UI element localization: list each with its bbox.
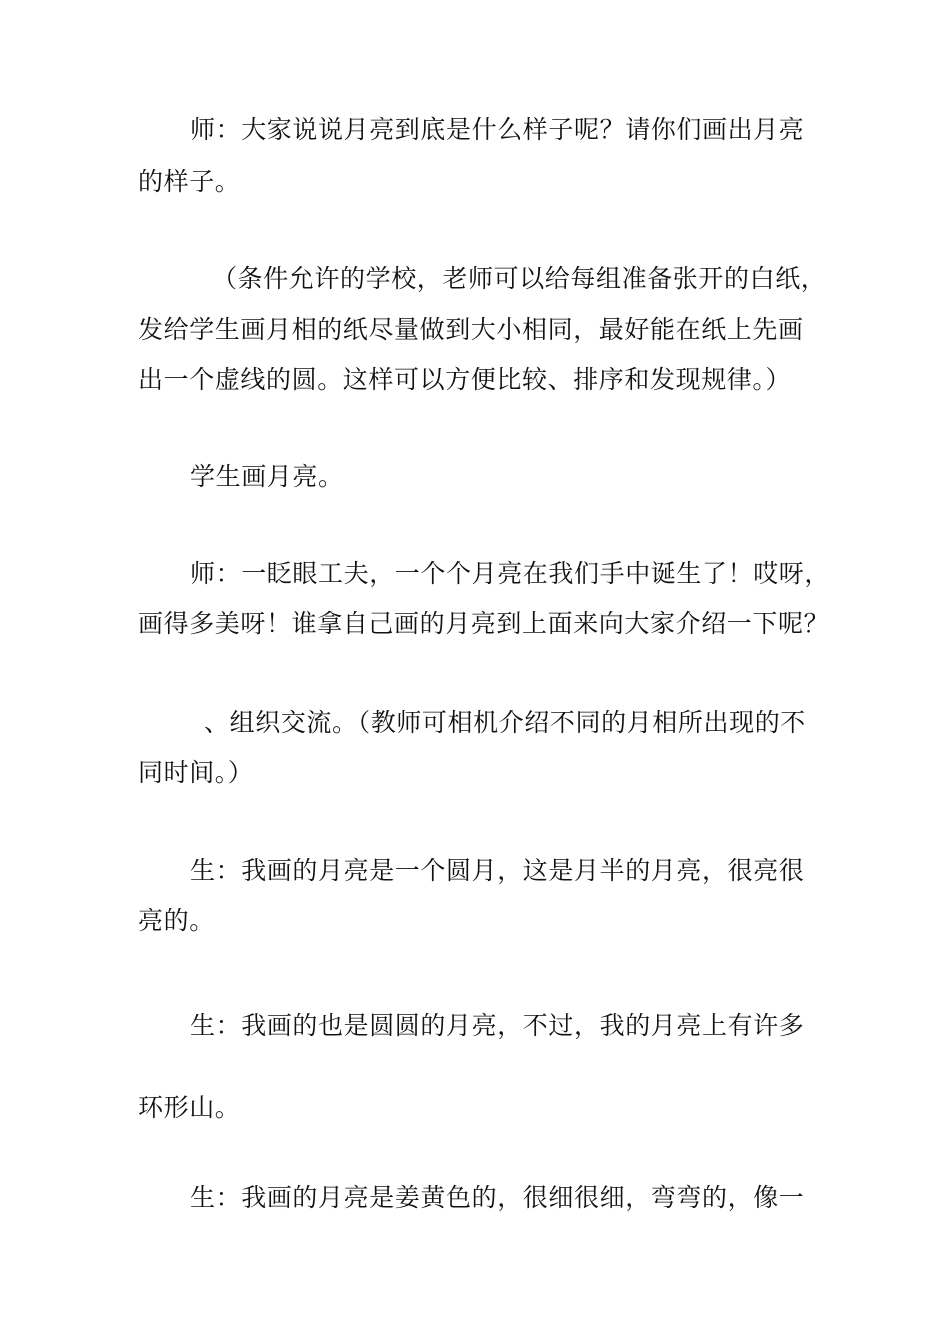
- paragraph-line: 生：我画的月亮是一个圆月，这是月半的月亮，很亮很: [190, 856, 805, 885]
- paragraph-line: 同时间。）: [138, 758, 254, 787]
- paragraph-line: 生：我画的月亮是姜黄色的，很细很细，弯弯的，像一: [190, 1183, 805, 1212]
- paragraph-line: 、组织交流。（教师可相机介绍不同的月相所出现的不: [204, 708, 806, 737]
- paragraph-line: 学生画月亮。: [190, 462, 344, 491]
- paragraph-line: 出一个虚线的圆。这样可以方便比较、排序和发现规律。）: [138, 365, 792, 394]
- paragraph-line: 的样子。: [138, 167, 241, 196]
- paragraph-line: 环形山。: [138, 1093, 241, 1122]
- paragraph-line: 发给学生画月相的纸尽量做到大小相同，最好能在纸上先画: [138, 315, 804, 344]
- paragraph-line: 师：大家说说月亮到底是什么样子呢？请你们画出月亮: [190, 115, 805, 144]
- paragraph-line: 亮的。: [138, 906, 215, 935]
- paragraph-line: 生：我画的也是圆圆的月亮，不过，我的月亮上有许多: [190, 1011, 805, 1040]
- paragraph-line: 画得多美呀！谁拿自己画的月亮到上面来向大家介绍一下呢？: [138, 609, 830, 638]
- paragraph-line: （条件允许的学校，老师可以给每组准备张开的白纸，: [212, 264, 827, 293]
- paragraph-line: 师：一眨眼工夫，一个个月亮在我们手中诞生了！哎呀，: [190, 559, 831, 588]
